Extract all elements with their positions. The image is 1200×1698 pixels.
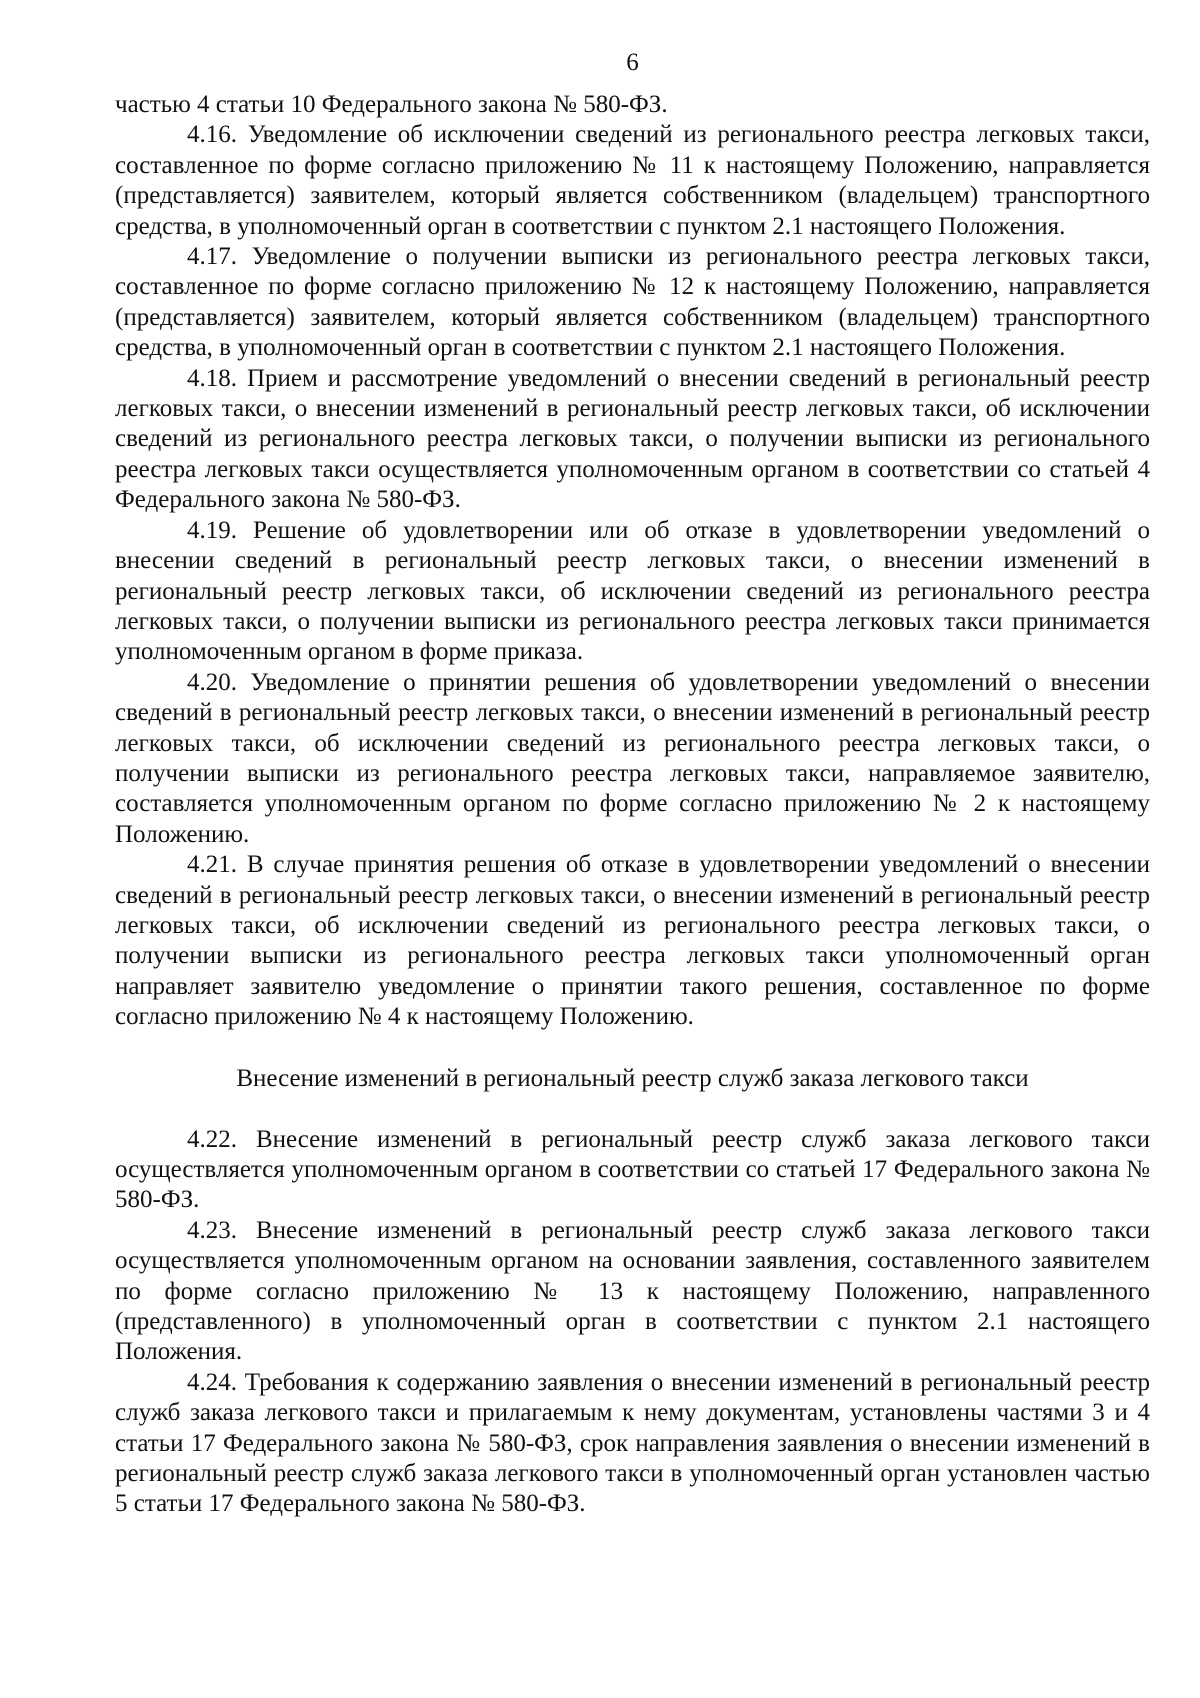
paragraph-4-17: 4.17. Уведомление о получении выписки из регионального реестра легковых такси, составленное по форме согласно приложению № 12 к настоящему Положению, направляется (представляется) заявителем, который является собственником (владельцем) транспортного средства, в уполномоченный орган в соответствии с пунктом 2.1 настоящего Положения. (115, 243, 1150, 362)
document-page (115, 48, 1150, 1520)
paragraph-4-18: 4.18. Прием и рассмотрение уведомлений о внесении сведений в региональный реестр легковых такси, о внесении изменений в региональный реестр легковых такси, об исключении сведений из регионального реестра легковых такси, о получении выписки из регионального реестра легковых такси осуществляется уполномоченным органом в соответствии со статьей 4 Федерального закона № 580-ФЗ. (115, 364, 1150, 514)
paragraph-4-16: 4.16. Уведомление об исключении сведений из регионального реестра легковых такси, составленное по форме согласно приложению № 11 к настоящему Положению, направляется (представляется) заявителем, который является собственником (владельцем) транспортного средства, в уполномоченный орган в соответствии с пунктом 2.1 настоящего Положения. (115, 121, 1150, 240)
paragraph-continuation: частью 4 статьи 10 Федерального закона № 580-ФЗ. (115, 91, 668, 118)
paragraph-4-22: 4.22. Внесение изменений в региональный реестр служб заказа легкового такси осуществляется уполномоченным органом в соответствии со статьей 17 Федерального закона № 580-ФЗ. (115, 1125, 1150, 1214)
body-top (115, 90, 1150, 1033)
section-heading: Внесение изменений в региональный реестр служб заказа легкового такси (236, 1064, 1029, 1092)
paragraph-4-24: 4.24. Требования к содержанию заявления о внесении изменений в региональный реестр служб заказа легкового такси и прилагаемым к нему документам, установлены частями 3 и 4 статьи 17 Федерального закона № 580-ФЗ, срок направления заявления о внесении изменений в региональный реестр служб заказа легкового такси в уполномоченный орган установлен частью 5 статьи 17 Федерального закона № 580-ФЗ. (115, 1368, 1150, 1518)
page-number: 6 (626, 49, 639, 76)
paragraph-4-21: 4.21. В случае принятия решения об отказе в удовлетворении уведомлений о внесении сведений в региональный реестр легковых такси, о внесении изменений в региональный реестр легковых такси, об исключении сведений из регионального реестра легковых такси, о получении выписки из регионального реестра легковых такси уполномоченный орган направляет заявителю уведомление о принятии такого решения, составленное по форме согласно приложению № 4 к настоящему Положению. (115, 851, 1150, 1031)
paragraph-4-20: 4.20. Уведомление о принятии решения об удовлетворении уведомлений о внесении сведений в региональный реестр легковых такси, о внесении изменений в региональный реестр легковых такси, об исключении сведений из регионального реестра легковых такси, о получении выписки из регионального реестра легковых такси, направляемое заявителю, составляется уполномоченным органом по форме согласно приложению № 2 к настоящему Положению. (115, 668, 1150, 848)
paragraph-4-19: 4.19. Решение об удовлетворении или об отказе в удовлетворении уведомлений о внесении сведений в региональный реестр легковых такси, о внесении изменений в региональный реестр легковых такси, об исключении сведений из регионального реестра легковых такси, о получении выписки из регионального реестра легковых такси принимается уполномоченным органом в форме приказа. (115, 516, 1150, 666)
paragraph-4-23: 4.23. Внесение изменений в региональный реестр служб заказа легкового такси осуществляется уполномоченным органом на основании заявления, составленного заявителем по форме согласно приложению № 13 к настоящему Положению, направленного (представленного) в уполномоченный орган в соответствии с пунктом 2.1 настоящего Положения. (115, 1216, 1150, 1366)
body-bottom (115, 1125, 1150, 1520)
